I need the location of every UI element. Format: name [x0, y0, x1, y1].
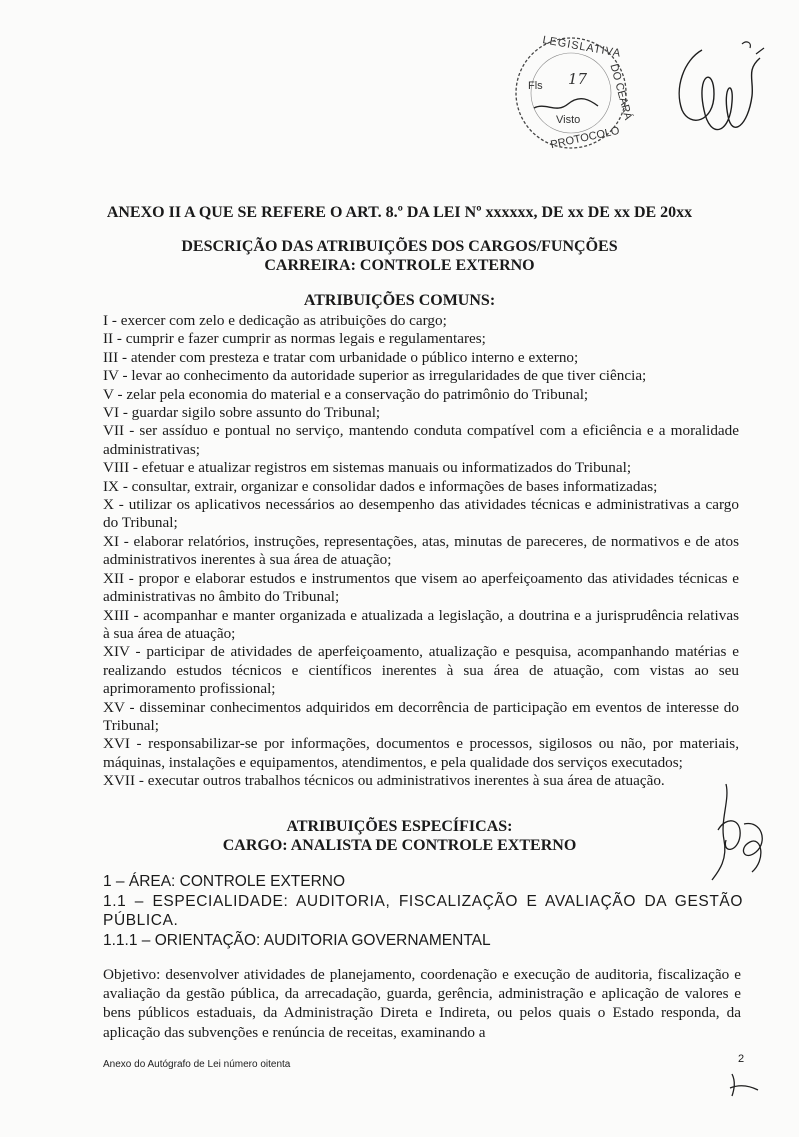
list-item: XIV - participar de atividades de aperfeiçoamento, atualização e pesquisa, acompanhando matérias e realizando estudos técnicos e científicos inerentes à sua área de atuação, com vistas ao seu aprimoramento profissional;: [103, 643, 739, 698]
protocol-stamp: [512, 34, 634, 152]
list-item: XI - elaborar relatórios, instruções, representações, atas, minutas de pareceres, de normativos e de atos administrativos inerentes à sua área de atuação;: [103, 532, 739, 569]
common-attributions-list: [103, 312, 739, 791]
list-item: XIII - acompanhar e manter organizada e atualizada a legislação, a doutrina e a jurisprudência relativas à sua área de atuação;: [103, 606, 739, 642]
role-heading: CARGO: ANALISTA DE CONTROLE EXTERNO: [222, 837, 577, 854]
list-item: XV - disseminar conhecimentos adquiridos em decorrência de participação em eventos de interesse do Tribunal;: [103, 698, 739, 734]
stamp-visto-label: Visto: [556, 114, 581, 126]
list-item: VIII - efetuar e atualizar registros em sistemas manuais ou informatizados do Tribunal;: [103, 459, 632, 477]
specific-attributions-title: ATRIBUIÇÕES ESPECÍFICAS:: [286, 818, 513, 835]
area-line: 1 – ÁREA: CONTROLE EXTERNO: [103, 873, 346, 890]
stamp-right-text: DO CEARÁ: [607, 62, 634, 122]
list-item: X - utilizar os aplicativos necessários ao desempenho das atividades técnicas e administrativas a cargo do Tribunal;: [103, 496, 739, 532]
list-item: VI - guardar sigilo sobre assunto do Tribunal;: [103, 404, 381, 422]
orientation-line: 1.1.1 – ORIENTAÇÃO: AUDITORIA GOVERNAMENTAL: [103, 931, 491, 949]
list-item: II - cumprir e fazer cumprir as normas legais e regulamentares;: [103, 330, 486, 348]
area-block: [103, 872, 743, 950]
list-item: XVI - responsabilizar-se por informações, documentos e processos, sigilosos ou não, por materiais, máquinas, instalações e equipamentos, atendimentos, e pela qualidade dos serviços executados;: [103, 735, 739, 771]
annex-heading: ANEXO II A QUE SE REFERE O ART. 8.º DA LEI Nº xxxxxx, DE xx DE xx DE 20xx: [106, 204, 693, 221]
footer-text: Anexo do Autógrafo de Lei número oitenta: [103, 1059, 291, 1070]
list-item: VII - ser assíduo e pontual no serviço, mantendo conduta compatível com a eficiência e a moralidade administrativas;: [103, 422, 739, 458]
list-item: XII - propor e elaborar estudos e instrumentos que visem ao aperfeiçoamento das atividades técnicas e administrativas no âmbito do Tribunal;: [103, 569, 739, 606]
description-heading: DESCRIÇÃO DAS ATRIBUIÇÕES DOS CARGOS/FUNÇÕES: [181, 238, 618, 255]
list-item: IX - consultar, extrair, organizar e consolidar dados e informações de bases informatizadas;: [103, 477, 658, 495]
stamp-top-text: LEGISLATIVA: [541, 34, 623, 60]
list-item: XVII - executar outros trabalhos técnicos ou administrativos inerentes à sua área de atuação.: [103, 772, 665, 790]
list-item: III - atender com presteza e tratar com urbanidade o público interno e externo;: [103, 348, 579, 366]
common-attributions-title: ATRIBUIÇÕES COMUNS:: [303, 292, 496, 309]
career-heading: CARREIRA: CONTROLE EXTERNO: [264, 257, 535, 274]
list-item: V - zelar pela economia do material e a conservação do patrimônio do Tribunal;: [103, 385, 589, 403]
stamp-fls-value: 17: [568, 70, 588, 88]
list-item: IV - levar ao conhecimento da autoridade superior as irregularidades de que tiver ciência;: [103, 367, 647, 385]
objective-paragraph: Objetivo: desenvolver atividades de planejamento, coordenação e execução de auditoria, fiscalização e avaliação da gestão pública, da arrecadação, guarda, gerência, administração e aplicação de valores e bens públicos estaduais, da Administração Direta e Indireta, ou pelos quais o Estado responda, da aplicação das subvenções e renúncia de receitas, examinando a: [103, 966, 741, 1041]
page-number: 2: [738, 1053, 745, 1065]
stamp-bottom-text: PROTOCOLO: [549, 124, 621, 152]
stamp-fls-label: Fls: [528, 80, 543, 92]
list-item: I - exercer com zelo e dedicação as atribuições do cargo;: [103, 312, 447, 329]
top-signature-icon: [672, 36, 772, 154]
footer-initials-icon: [728, 1070, 762, 1100]
specialty-line: 1.1 – ESPECIALIDADE: AUDITORIA, FISCALIZAÇÃO E AVALIAÇÃO DA GESTÃO PÚBLICA.: [103, 892, 743, 929]
